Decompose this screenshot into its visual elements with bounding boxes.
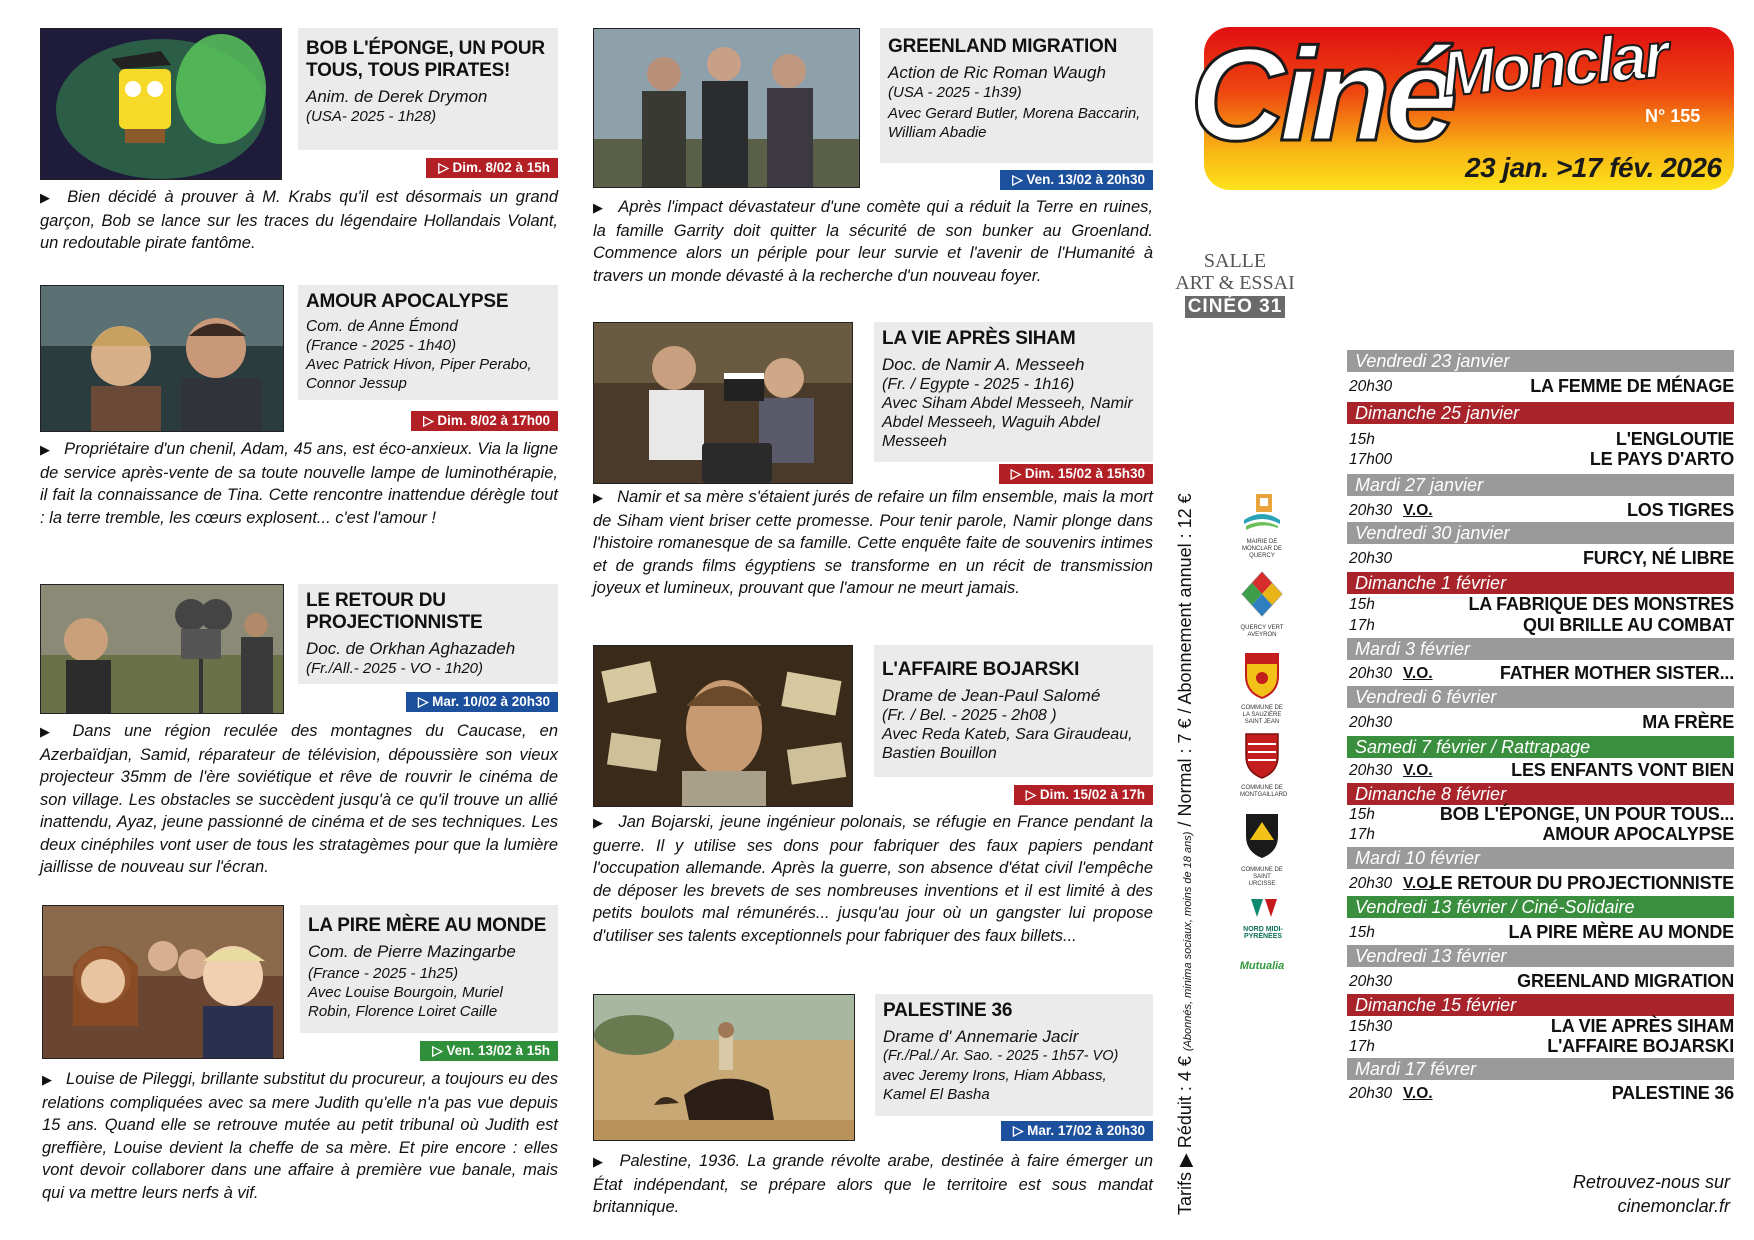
- film-desc-text: Jan Bojarski, jeune ingénieur polonais, se réfugie en France pendant la guerre. Il y utilise ses dons pour fabriquer des faux papiers pendant l'occupation allemande. Après la guerre, son absence d'état civil l'empêche de déposer les brevets de ses nombreuses inventions et il est limité à des petits boulots mal rémunérés... jusqu'au jour où un gangster lui propose d'utiliser ses talents exceptionnels pour fabriquer des faux billets...: [593, 813, 1154, 945]
- poster-image-icon: [41, 585, 283, 713]
- film-title: L'AFFAIRE BOJARSKI: [882, 659, 1080, 680]
- slot-vo: V.O.: [1403, 502, 1433, 519]
- screening-badge: ▷ Dim. 8/02 à 15h: [426, 158, 558, 178]
- film-desc-text: Namir et sa mère s'étaient jurés de refaire un film ensemble, mais la mort de Siham vient briser cette promesse. Pour tenir parole, Namir plonge dans l'histoire romanesque de sa famille. Cette enquête faite de souvenirs intimes et de grands films égyptiens se transforme en un récit de transmission joyeux et lumineux, prouvant que l'amour ne meurt jamais.: [593, 488, 1153, 597]
- film-cast: avec Jeremy Irons, Hiam Abbass, Kamel El Basha: [883, 1067, 1107, 1103]
- film-desc-text: Propriétaire d'un chenil, Adam, 45 ans, est éco-anxieux. Via la ligne de service après-vente de sa toute nouvelle lampe de luminothérapie, il fait la connaissance de Tina. Cette rencontre inattendue dérègle tout : la terre tremble, les cœurs explosent... c'est l'amour !: [40, 440, 559, 527]
- slot-time: 20h30: [1349, 1085, 1393, 1102]
- film-info: [298, 28, 558, 150]
- film-cast: Avec Reda Kateb, Sara Giraudeau, Bastien Bouillon: [882, 726, 1133, 762]
- slot-film-title: FURCY, NÉ LIBRE: [1582, 548, 1734, 568]
- slot-vo: V.O.: [1403, 665, 1433, 682]
- tarifs-label: Tarifs ▶ Réduit : 4 €: [1175, 1056, 1195, 1215]
- film-title: PALESTINE 36: [883, 1000, 1013, 1021]
- film-cast: Avec Patrick Hivon, Piper Perabo, Connor Jessup: [306, 356, 532, 392]
- film-description: [593, 1150, 1153, 1219]
- schedule-slot: [1349, 873, 1734, 894]
- film-title: GREENLAND MIGRATION: [888, 36, 1118, 57]
- film-poster: [593, 28, 860, 188]
- slot-film-title: LA PIRE MÈRE AU MONDE: [1508, 922, 1734, 942]
- slot-time: 15h30: [1349, 1018, 1393, 1035]
- film-cast: Avec Gerard Butler, Morena Baccarin, William Abadie: [888, 105, 1141, 141]
- tarifs-small: (Abonnés, minima sociaux, moins de 18 ans): [1182, 831, 1194, 1052]
- slot-time: 20h30: [1349, 875, 1393, 892]
- slot-vo: V.O.: [1403, 762, 1433, 779]
- film-meta: (France - 2025 - 1h40): [306, 337, 457, 354]
- film-genre: Drame d' Annemarie Jacir: [883, 1027, 1079, 1046]
- film-title: AMOUR APOCALYPSE: [306, 291, 509, 312]
- film-cast: Avec Louise Bourgoin, Muriel Robin, Florence Loiret Caille: [308, 984, 503, 1020]
- mairie-logo-icon: [1240, 490, 1284, 534]
- salle-line1: SALLE: [1203, 250, 1267, 272]
- slot-time: 20h30: [1349, 550, 1393, 567]
- sponsor-label: COMMUNE DE MONTGAILLARD: [1240, 785, 1288, 798]
- schedule-slot: [1349, 376, 1734, 397]
- slot-time: 20h30: [1349, 502, 1393, 519]
- screening-badge: ▷ Ven. 13/02 à 15h: [420, 1041, 558, 1061]
- film-desc-text: Après l'impact dévastateur d'une comète qui a réduit la Terre en ruines, la famille Garrity doit quitter la sécurité de son bunker au Groenland. Commence alors un périple pour leur survie et l'avenir de l'Humanité à travers un monde dévasté à la recherche d'un nouveau foyer.: [593, 198, 1153, 285]
- poster-image-icon: [41, 286, 283, 431]
- play-arrow-icon: ▶: [40, 190, 54, 205]
- schedule-slot: [1349, 663, 1734, 684]
- screening-badge: ▷ Mar. 17/02 à 20h30: [1001, 1121, 1153, 1141]
- slot-time: 20h30: [1349, 378, 1393, 395]
- sponsor-label: COMMUNE DE SAINT URCISSE: [1241, 867, 1283, 887]
- film-meta: (USA - 2025 - 1h39): [888, 84, 1022, 101]
- slot-film-title: BOB L'ÉPONGE, UN POUR TOUS...: [1439, 804, 1734, 824]
- film-poster: [593, 645, 853, 807]
- slot-time: 17h00: [1349, 451, 1393, 468]
- sponsor-saint-urcisse: [1240, 810, 1284, 888]
- poster-image-icon: [594, 646, 852, 806]
- schedule-day: Vendredi 13 février: [1347, 945, 1734, 967]
- film-info: [880, 28, 1153, 163]
- film-genre: Doc. de Orkhan Aghazadeh: [306, 639, 516, 658]
- slot-film-title: LES ENFANTS VONT BIEN: [1511, 760, 1734, 780]
- salle-line2: ART & ESSAI: [1175, 272, 1295, 294]
- slot-film-title: AMOUR APOCALYPSE: [1542, 824, 1734, 844]
- film-info: [875, 994, 1153, 1116]
- screening-badge: ▷ Dim. 15/02 à 17h: [1014, 785, 1153, 805]
- credit-agricole-logo-icon: [1243, 895, 1283, 921]
- footer-website: [1573, 1170, 1730, 1218]
- play-arrow-icon: ▶: [40, 442, 51, 457]
- film-title: BOB L'ÉPONGE, UN POUR TOUS, TOUS PIRATES!: [306, 38, 545, 81]
- schedule-day: Samedi 7 février / Rattrapage: [1347, 736, 1734, 758]
- film-poster: [593, 994, 855, 1141]
- footer-line1: Retrouvez-nous sur: [1572, 1172, 1730, 1192]
- film-title: LA PIRE MÈRE AU MONDE: [308, 915, 547, 936]
- schedule-slot: [1349, 1016, 1734, 1037]
- film-desc-text: Bien décidé à prouver à M. Krabs qu'il est désormais un grand garçon, Bob se lance sur les traces du légendaire Hollandais Volant, un redoutable pirate fantôme.: [40, 188, 558, 252]
- film-meta: (Fr. / Egypte - 2025 - 1h16): [882, 376, 1075, 393]
- poster-image-icon: [594, 323, 852, 483]
- film-meta: (France - 2025 - 1h25): [308, 965, 459, 982]
- film-info: [298, 584, 558, 684]
- sponsor-montgaillard: [1240, 730, 1288, 799]
- film-meta: (Fr./All.- 2025 - VO - 1h20): [306, 660, 483, 677]
- slot-film-title: QUI BRILLE AU COMBAT: [1523, 615, 1734, 635]
- film-info: [298, 285, 558, 400]
- poster-image-icon: [594, 29, 859, 187]
- film-description: [593, 486, 1153, 600]
- schedule-slot: [1349, 1036, 1734, 1057]
- screening-badge: ▷ Mar. 10/02 à 20h30: [406, 692, 558, 712]
- poster-image-icon: [41, 29, 281, 179]
- schedule-day: Dimanche 8 février: [1347, 783, 1734, 805]
- film-desc-text: Dans une région reculée des montagnes du Caucase, en Azerbaïdjan, Samid, réparateur de télévision, dépoussière son vieux projecteur 35mm de l'ère soviétique et rêve de rouvrir le cinéma de son village. Les obstacles se succèdent jusqu'à ce qu'il trouve un allié inattendu, Ayaz, jeune passionné de cinéma et de ses techniques. Les deux cinéphiles vont user de tous les stratagèmes pour que la lumière jaillisse de nouveau sur l'écran.: [40, 722, 558, 876]
- schedule-day: Vendredi 13 février / Ciné-Solidaire: [1347, 896, 1734, 918]
- schedule-slot: [1349, 1083, 1734, 1104]
- film-poster: [40, 28, 282, 180]
- film-meta: (Fr. / Bel. - 2025 - 2h08 ): [882, 707, 1057, 724]
- slot-film-title: FATHER MOTHER SISTER...: [1499, 663, 1734, 683]
- slot-time: 17h: [1349, 1038, 1375, 1055]
- film-poster: [42, 905, 284, 1059]
- slot-film-title: MA FRÈRE: [1642, 712, 1734, 732]
- logo-cine: Ciné: [1190, 21, 1453, 168]
- film-genre: Com. de Pierre Mazingarbe: [308, 942, 516, 961]
- montgaillard-shield-icon: [1240, 730, 1284, 780]
- schedule-slot: [1349, 804, 1734, 825]
- schedule-day: Vendredi 23 janvier: [1347, 350, 1734, 372]
- schedule-slot: [1349, 922, 1734, 943]
- sponsor-credit-agricole: [1228, 895, 1298, 940]
- slot-film-title: LE PAYS D'ARTO: [1589, 449, 1734, 469]
- play-arrow-icon: ▶: [593, 490, 604, 505]
- sponsor-label: QUERCY VERT AVEYRON: [1240, 625, 1284, 638]
- sponsor-mairie: [1240, 490, 1284, 560]
- schedule-slot: [1349, 449, 1734, 470]
- slot-time: 20h30: [1349, 762, 1393, 779]
- slot-time: 15h: [1349, 596, 1375, 613]
- slot-time: 20h30: [1349, 714, 1393, 731]
- sponsor-label: COMMUNE DE LA SAUZIÈRE SAINT JEAN: [1241, 705, 1283, 725]
- slot-film-title: L'AFFAIRE BOJARSKI: [1547, 1036, 1734, 1056]
- tarifs-rest: / Normal : 7 € / Abonnement annuel : 12 €: [1175, 493, 1195, 827]
- slot-time: 15h: [1349, 431, 1375, 448]
- slot-time: 15h: [1349, 924, 1375, 941]
- film-poster: [40, 285, 284, 432]
- poster-image-icon: [43, 906, 283, 1058]
- cineo-label: CINÉO 31: [1185, 296, 1286, 318]
- schedule-slot: [1349, 971, 1734, 992]
- schedule-day: Mardi 27 janvier: [1347, 474, 1734, 496]
- slot-vo: V.O.: [1403, 875, 1433, 892]
- screening-badge: ▷ Dim. 15/02 à 15h30: [999, 464, 1153, 484]
- schedule-slot: [1349, 500, 1734, 521]
- film-description: [40, 186, 558, 255]
- slot-film-title: LE RETOUR DU PROJECTIONNISTE: [1429, 873, 1734, 893]
- schedule-day: Dimanche 1 février: [1347, 572, 1734, 594]
- film-cast: Avec Siham Abdel Messeeh, Namir Abdel Messeeh, Waguih Abdel Messeeh: [882, 395, 1133, 450]
- film-poster: [40, 584, 284, 714]
- film-meta: (USA- 2025 - 1h28): [306, 108, 437, 125]
- film-info: [300, 905, 558, 1033]
- mutualia-logo: Mutualia: [1239, 960, 1285, 972]
- film-genre: Action de Ric Roman Waugh: [888, 63, 1106, 82]
- slot-film-title: LA VIE APRÈS SIHAM: [1550, 1016, 1734, 1036]
- slot-film-title: LA FEMME DE MÉNAGE: [1530, 376, 1734, 396]
- website-link[interactable]: cinemonclar.fr: [1617, 1196, 1730, 1216]
- film-description: [42, 1068, 558, 1204]
- sponsor-label: MAIRIE DE MONCLAR DE QUERCY: [1241, 539, 1282, 559]
- film-title: LA VIE APRÈS SIHAM: [882, 328, 1076, 349]
- program-dates: 23 jan. >17 fév. 2026: [1465, 152, 1722, 183]
- film-genre: Drame de Jean-Paul Salomé: [882, 686, 1101, 705]
- film-desc-text: Palestine, 1936. La grande révolte arabe, destinée à faire émerger un État indépendant, se prépare alors que le territoire est sous mandat britannique.: [593, 1152, 1153, 1216]
- poster-image-icon: [594, 995, 854, 1140]
- slot-film-title: LOS TIGRES: [1626, 500, 1734, 520]
- film-info: [874, 322, 1153, 462]
- sauziere-shield-icon: [1240, 650, 1284, 700]
- schedule-day: Mardi 10 février: [1347, 847, 1734, 869]
- film-desc-text: Louise de Pileggi, brillante substitut du procureur, a toujours eu des relations compliquées avec sa mere Judith qu'elle n'a pas vue depuis 15 ans. Quand elle se retrouve mutée au petit tribunal où Judith est greffière, Louise devient la cheffe de sa mère. Et pire encore : elles vont devoir collaborer dans une affaire à première vue banale, mais qui va mettre leurs nerfs à vif.: [42, 1070, 558, 1202]
- play-arrow-icon: ▶: [593, 200, 605, 215]
- slot-time: 20h30: [1349, 973, 1393, 990]
- slot-time: 17h: [1349, 617, 1375, 634]
- play-arrow-icon: ▶: [42, 1072, 53, 1087]
- logo-monclar: Monclar: [1438, 18, 1669, 110]
- film-description: [593, 811, 1153, 947]
- play-arrow-icon: ▶: [40, 724, 59, 739]
- film-genre: Doc. de Namir A. Messeeh: [882, 355, 1085, 374]
- schedule-day: Dimanche 25 janvier: [1347, 402, 1734, 424]
- slot-time: 20h30: [1349, 665, 1393, 682]
- film-meta: (Fr./Pal./ Ar. Sao. - 2025 - 1h57- VO): [883, 1048, 1119, 1064]
- slot-vo: V.O.: [1403, 1085, 1433, 1102]
- schedule-slot: [1349, 760, 1734, 781]
- slot-film-title: L'ENGLOUTIE: [1615, 429, 1734, 449]
- slot-time: 15h: [1349, 806, 1375, 823]
- sponsor-quercy-vert: [1240, 570, 1284, 639]
- film-poster: [593, 322, 853, 484]
- salle-art-essai-logo: [1175, 250, 1295, 318]
- film-info: [874, 645, 1153, 777]
- film-description: [40, 438, 558, 529]
- schedule-day: Vendredi 30 janvier: [1347, 522, 1734, 544]
- film-genre: Com. de Anne Émond: [306, 318, 458, 335]
- schedule-slot: [1349, 824, 1734, 845]
- issue-number: N° 155: [1645, 106, 1701, 126]
- schedule-slot: [1349, 429, 1734, 450]
- sponsor-sauziere: [1240, 650, 1284, 726]
- tarifs-vertical: [1175, 493, 1196, 1215]
- schedule-day: Dimanche 15 février: [1347, 994, 1734, 1016]
- play-arrow-icon: ▶: [593, 1154, 606, 1169]
- slot-time: 17h: [1349, 826, 1375, 843]
- film-title: LE RETOUR DU PROJECTIONNISTE: [306, 590, 483, 633]
- schedule-slot: [1349, 594, 1734, 615]
- schedule-slot: [1349, 712, 1734, 733]
- screening-badge: ▷ Ven. 13/02 à 20h30: [1000, 170, 1153, 190]
- sponsor-label: NORD MIDI-PYRÉNÉES: [1243, 926, 1283, 940]
- schedule-day: Vendredi 6 février: [1347, 686, 1734, 708]
- film-description: [593, 196, 1153, 287]
- slot-film-title: LA FABRIQUE DES MONSTRES: [1468, 594, 1734, 614]
- slot-film-title: PALESTINE 36: [1611, 1083, 1734, 1103]
- saint-urcisse-shield-icon: [1240, 810, 1284, 862]
- schedule-slot: [1349, 615, 1734, 636]
- screening-badge: ▷ Dim. 8/02 à 17h00: [411, 411, 558, 431]
- slot-film-title: GREENLAND MIGRATION: [1517, 971, 1734, 991]
- schedule-day: Mardi 17 févrer: [1347, 1058, 1734, 1080]
- film-description: [40, 720, 558, 879]
- schedule-day: Mardi 3 février: [1347, 638, 1734, 660]
- quercy-vert-logo-icon: [1240, 570, 1284, 620]
- play-arrow-icon: ▶: [593, 815, 605, 830]
- sponsor-mutualia: [1232, 960, 1292, 972]
- film-genre: Anim. de Derek Drymon: [306, 87, 488, 106]
- schedule-slot: [1349, 548, 1734, 569]
